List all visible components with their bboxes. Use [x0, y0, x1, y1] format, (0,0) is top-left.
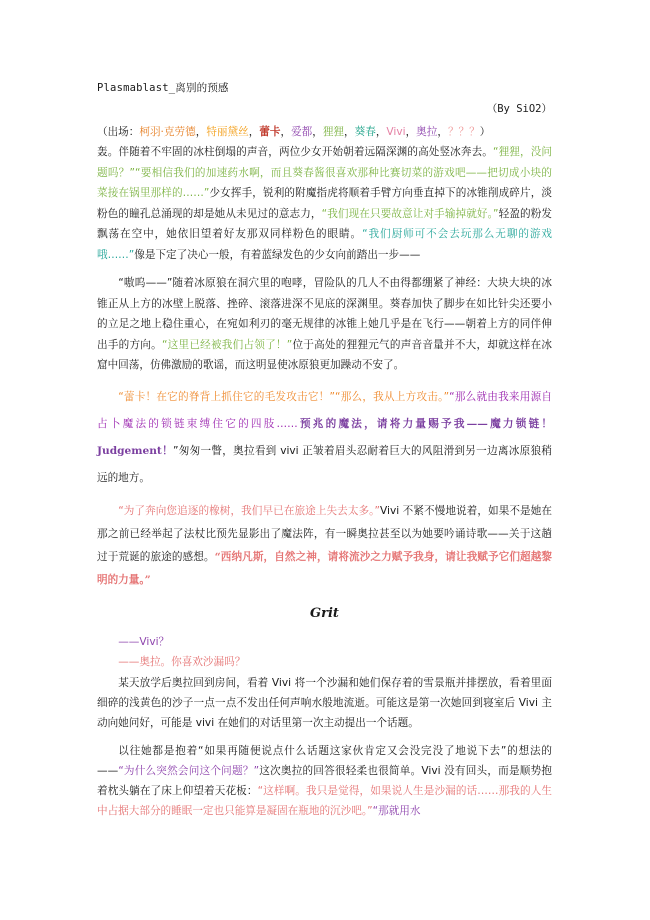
cast-ola: 奥拉 — [416, 126, 438, 138]
cast-kel: 柯羽·克劳德 — [139, 126, 196, 138]
cast-lei: 蕾卡 — [259, 126, 281, 138]
paragraph-1: 轰。伴随着不牢固的冰柱倒塌的声音，两位少女开始朝着远隔深渊的高处竖冰奔去。“狸狸，没问题吗？”“要相信我们的加速药水啊，而且葵春酱很喜欢那种比赛切菜的游戏吧——把切成小块的菜接在锅里那样的……”少女挥手，锐利的附魔指虎将顺着手臂方向垂直掉下的冰锥削成碎片，淡粉色的瞳孔总涌现的却是她从未见过的意志力，“我们现在只要故意让对手输掉就好。”轻盈的粉发飘荡在空中，她依旧望着好友那双同样粉色的眼睛。“我们厨师可不会去玩那么无聊的游戏哦……”像是下定了决心一般，有着蓝绿发色的少女向前踏出一步—— — [97, 146, 552, 261]
paragraph-2: “嗷呜——”随着冰原狼在洞穴里的咆哮，冒险队的几人不由得都绷紧了神经：大块大块的冰锥正从上方的冰壁上脱落、挫碎、滚落进深不见底的深渊里。葵春加快了脚步在如比针尖还要小的立足之地上稳住重心，在宛如利刃的毫无规律的冰锥上她几乎是在飞行——朝着上方的同伴伸出手的方向。“这里已经被我们占领了！”位于高处的狸狸元气的声音音量并不大，却就这样在冰窟中回荡，仿佛激励的歌谣，而这明显使冰原狼更加躁动不安了。 — [97, 277, 553, 371]
cast-list: （出场：柯羽·克劳德，特丽黛丝，蕾卡，爱都，狸狸，葵春，Vivi，奥拉，？？？） — [97, 126, 491, 138]
spell-judgement: 预兆的魔法，请将力量赐予我——魔力锁链！Judgement！ — [97, 417, 552, 457]
section-title: Grit — [310, 605, 339, 621]
dialogue-line: ——Vivi？ — [118, 635, 170, 648]
cast-kui: 葵春 — [354, 126, 376, 138]
document-page — [97, 80, 552, 829]
cast-vivi: Vivi — [386, 126, 406, 138]
cast-unknown: ？？？ — [447, 126, 480, 138]
paragraph-5: 某天放学后奥拉回到房间，看着 Vivi 将一个沙漏和她们保存着的雪景瓶并排摆放，看着里面细碎的浅黄色的沙子一点一点不发出任何声响水般地流逝。可能这是第一次她回到寝室后 Vivi 主动向她问好，可能是 vivi 在她们的对话里第一次主动提出一个话题。 — [97, 676, 552, 729]
paragraph-3: “蕾卡！在它的脊背上抓住它的毛发攻击它！”“那么，我从上方攻击。”“那么就由我来用源自占卜魔法的锁链束缚住它的四肢……预兆的魔法，请将力量赐予我——魔力锁链！Judgement！”匆匆一瞥，奥拉看到 vivi 正皱着眉头忍耐着巨大的风阻滑到另一边离冰原狼稍远的地方。 — [97, 390, 552, 484]
cast-ai: 爱都 — [291, 126, 313, 138]
cast-teri: 特丽黛丝 — [206, 126, 249, 138]
spell-quicksand: “西纳凡斯，自然之神，请将流沙之力赋予我身，请让我赋予它们超越黎明的力量。” — [97, 550, 553, 586]
dialogue-line: ——奥拉。你喜欢沙漏吗？ — [118, 655, 246, 668]
document-title: Plasmablast_离别的预感 — [97, 82, 229, 94]
author-byline: （By SiO2） — [486, 103, 552, 115]
cast-li: 狸狸 — [322, 126, 345, 138]
paragraph-4: “为了奔向您追逐的橡树，我们早已在旅途上失去太多。”Vivi 不紧不慢地说着，如果不是她在那之前已经举起了法杖比预先显影出了魔法阵，有一瞬奥拉甚至以为她要吟诵诗歌——关于这趟过于荒诞的旅途的感想。“西纳凡斯，自然之神，请将流沙之力赋予我身，请让我赋予它们超越黎明的力量。” — [97, 504, 553, 586]
paragraph-6: 以往她都是抱着“如果再随便说点什么话题这家伙肯定又会没完没了地说下去”的想法的——“为什么突然会问这个问题？”这次奥拉的回答很轻柔也很简单。Vivi 没有回头，而是顺势抱着枕头躺在了床上仰望着天花板：“这样啊。我只是觉得，如果说人生是沙漏的话……那我的人生中占据大部分的睡眠一定也只能算是凝固在瓶地的沉沙吧。”“那就用水 — [97, 744, 552, 817]
